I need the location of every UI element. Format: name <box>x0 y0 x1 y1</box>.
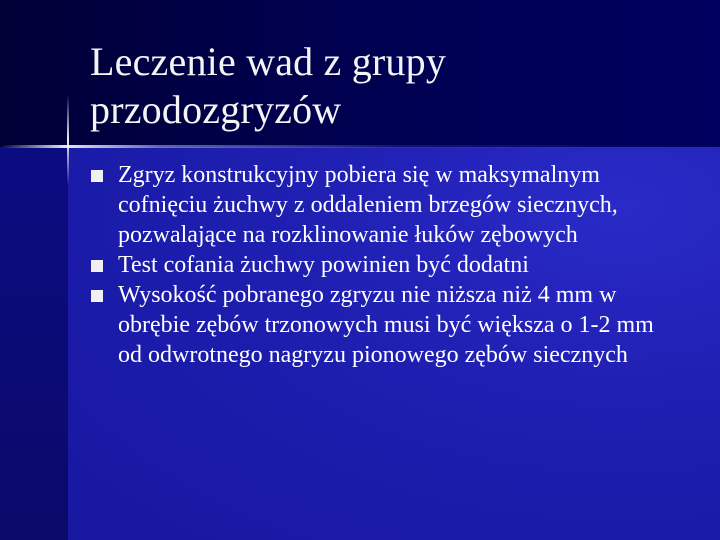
decorative-vertical-line <box>67 95 69 185</box>
bullet-item <box>88 160 678 250</box>
bullet-text: Zgryz konstrukcyjny pobiera się w maksymalnym cofnięciu żuchwy z oddaleniem brzegów siecznych, pozwalające na rozklinowanie łuków zębowych <box>118 162 618 248</box>
square-bullet-icon <box>91 260 103 272</box>
square-bullet-icon <box>91 290 103 302</box>
square-bullet-icon <box>91 170 103 182</box>
left-band-background <box>0 147 68 540</box>
bullet-item <box>88 250 678 280</box>
bullet-text: Test cofania żuchwy powinien być dodatni <box>118 252 529 278</box>
bullet-list <box>88 160 678 370</box>
bullet-text: Wysokość pobranego zgryzu nie niższa niż 4 mm w obrębie zębów trzonowych musi być większa o 1-2 mm od odwrotnego nagryzu pionowego zębów siecznych <box>118 282 654 368</box>
bullet-item <box>88 280 678 370</box>
decorative-horizontal-line <box>0 145 720 148</box>
slide-title: Leczenie wad z grupy przodozgryzów <box>90 39 447 132</box>
